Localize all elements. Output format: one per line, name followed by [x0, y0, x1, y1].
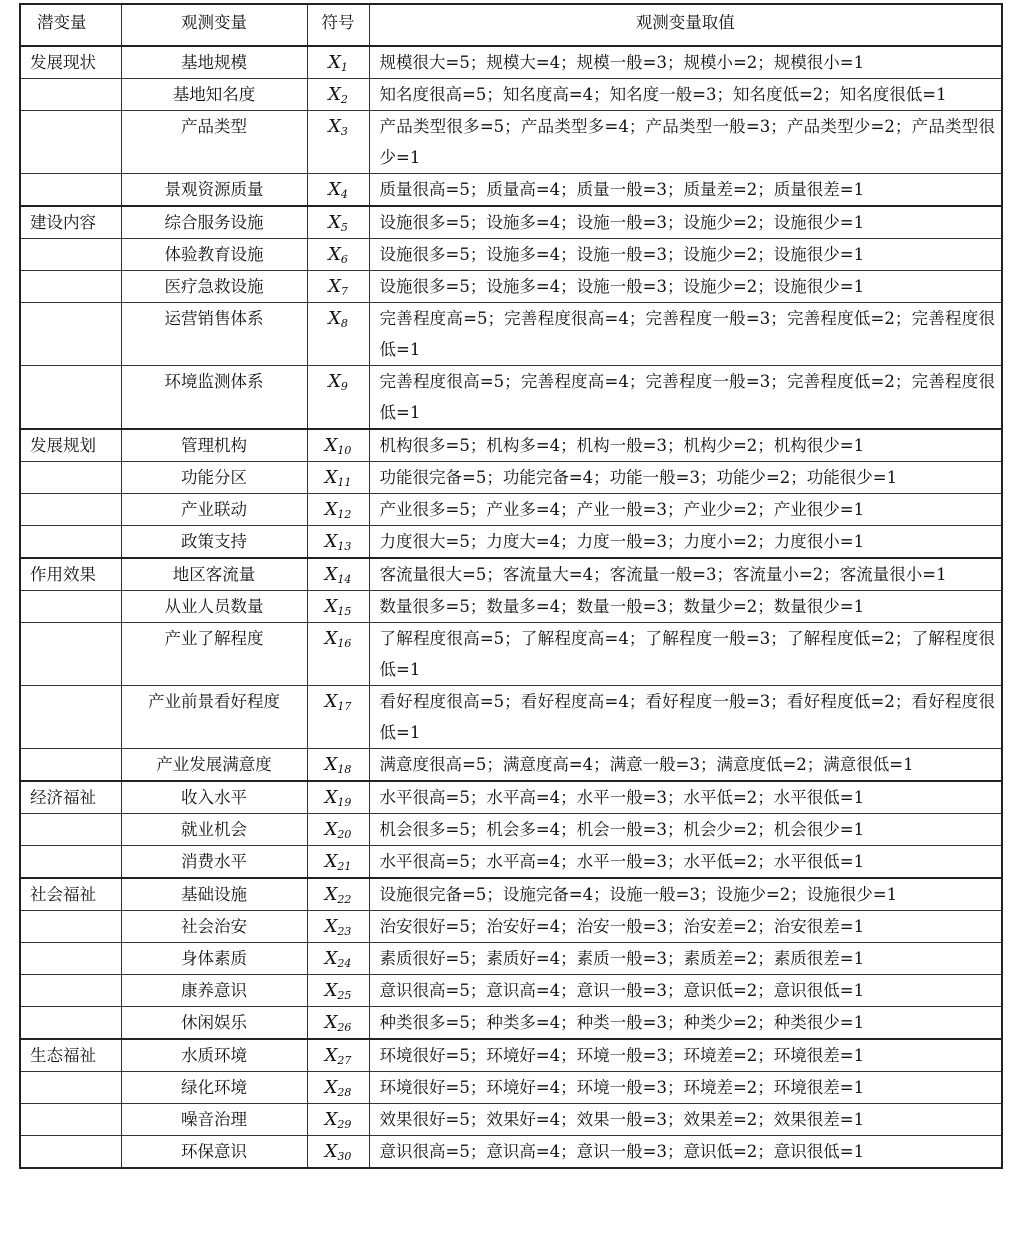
- symbol-subscript: 2: [340, 93, 348, 106]
- observed-variable-cell: 运营销售体系: [121, 303, 307, 366]
- symbol-letter: X: [324, 628, 338, 649]
- symbol-cell: [307, 781, 369, 814]
- symbol-letter: X: [324, 1045, 338, 1066]
- symbol-subscript: 18: [337, 763, 352, 776]
- symbol-letter: X: [328, 371, 341, 392]
- table-row: [20, 814, 1002, 846]
- latent-variable-cell: 经济福祉: [20, 781, 121, 814]
- latent-variable-cell: [20, 526, 121, 559]
- latent-variable-cell: [20, 591, 121, 623]
- observed-variable-cell: 休闲娱乐: [121, 1007, 307, 1040]
- observed-variable-cell: 消费水平: [121, 846, 307, 879]
- table-row: [20, 1007, 1002, 1040]
- observed-variable-cell: 水质环境: [121, 1039, 307, 1072]
- symbol-cell: [307, 878, 369, 911]
- table-row: [20, 846, 1002, 879]
- latent-variable-cell: [20, 943, 121, 975]
- value-definition-cell: 了解程度很高=5；了解程度高=4；了解程度一般=3；了解程度低=2；了解程度很低=1: [369, 623, 1002, 686]
- value-definition-cell: 机构很多=5；机构多=4；机构一般=3；机构少=2；机构很少=1: [369, 429, 1002, 462]
- symbol-letter: X: [324, 948, 338, 969]
- symbol-letter: X: [324, 435, 338, 456]
- latent-variable-cell: [20, 846, 121, 879]
- observed-variable-cell: 噪音治理: [121, 1104, 307, 1136]
- value-definition-cell: 数量很多=5；数量多=4；数量一般=3；数量少=2；数量很少=1: [369, 591, 1002, 623]
- symbol-cell: [307, 943, 369, 975]
- table-row: [20, 271, 1002, 303]
- observed-variable-cell: 医疗急救设施: [121, 271, 307, 303]
- symbol-subscript: 1: [340, 61, 348, 74]
- value-definition-cell: 满意度很高=5；满意度高=4；满意一般=3；满意度低=2；满意很低=1: [369, 749, 1002, 782]
- latent-variable-cell: [20, 1136, 121, 1169]
- latent-variable-cell: [20, 111, 121, 174]
- symbol-cell: [307, 623, 369, 686]
- symbol-cell: [307, 1039, 369, 1072]
- observed-variable-cell: 政策支持: [121, 526, 307, 559]
- symbol-letter: X: [328, 276, 341, 297]
- symbol-subscript: 10: [337, 444, 352, 457]
- table-row: [20, 174, 1002, 207]
- table-body: [20, 46, 1002, 1168]
- table-row: [20, 975, 1002, 1007]
- latent-variable-cell: 生态福祉: [20, 1039, 121, 1072]
- latent-variable-cell: [20, 749, 121, 782]
- symbol-cell: [307, 526, 369, 559]
- value-definition-cell: 设施很多=5；设施多=4；设施一般=3；设施少=2；设施很少=1: [369, 206, 1002, 239]
- symbol-cell: [307, 1007, 369, 1040]
- symbol-cell: [307, 429, 369, 462]
- symbol-subscript: 30: [337, 1150, 352, 1163]
- value-definition-cell: 种类很多=5；种类多=4；种类一般=3；种类少=2；种类很少=1: [369, 1007, 1002, 1040]
- latent-variable-cell: [20, 174, 121, 207]
- symbol-letter: X: [324, 980, 338, 1001]
- symbol-cell: [307, 1136, 369, 1169]
- symbol-cell: [307, 303, 369, 366]
- symbol-letter: X: [324, 1077, 338, 1098]
- symbol-subscript: 13: [337, 540, 352, 553]
- symbol-subscript: 5: [340, 221, 348, 234]
- value-definition-cell: 设施很完备=5；设施完备=4；设施一般=3；设施少=2；设施很少=1: [369, 878, 1002, 911]
- symbol-letter: X: [324, 916, 338, 937]
- table-row: [20, 303, 1002, 366]
- observed-variable-cell: 环境监测体系: [121, 366, 307, 430]
- value-definition-cell: 质量很高=5；质量高=4；质量一般=3；质量差=2；质量很差=1: [369, 174, 1002, 207]
- header-observed: 观测变量: [121, 4, 307, 46]
- symbol-subscript: 9: [340, 380, 348, 393]
- symbol-letter: X: [324, 531, 338, 552]
- value-definition-cell: 完善程度高=5；完善程度很高=4；完善程度一般=3；完善程度低=2；完善程度很低=1: [369, 303, 1002, 366]
- table-row: [20, 462, 1002, 494]
- table-row: [20, 111, 1002, 174]
- observed-variable-cell: 功能分区: [121, 462, 307, 494]
- symbol-letter: X: [324, 819, 338, 840]
- observed-variable-cell: 基地知名度: [121, 79, 307, 111]
- symbol-letter: X: [328, 244, 341, 265]
- symbol-subscript: 21: [337, 860, 352, 873]
- table-row: [20, 494, 1002, 526]
- symbol-cell: [307, 1072, 369, 1104]
- value-definition-cell: 治安很好=5；治安好=4；治安一般=3；治安差=2；治安很差=1: [369, 911, 1002, 943]
- latent-variable-cell: 发展现状: [20, 46, 121, 79]
- symbol-letter: X: [328, 212, 341, 233]
- latent-variable-cell: [20, 814, 121, 846]
- symbol-subscript: 29: [337, 1118, 352, 1131]
- observed-variable-cell: 康养意识: [121, 975, 307, 1007]
- symbol-subscript: 15: [337, 605, 352, 618]
- symbol-letter: X: [328, 179, 341, 200]
- observed-variable-cell: 社会治安: [121, 911, 307, 943]
- symbol-cell: [307, 558, 369, 591]
- value-definition-cell: 机会很多=5；机会多=4；机会一般=3；机会少=2；机会很少=1: [369, 814, 1002, 846]
- table-row: [20, 686, 1002, 749]
- latent-variable-cell: [20, 975, 121, 1007]
- latent-variable-cell: [20, 1104, 121, 1136]
- latent-variable-cell: [20, 239, 121, 271]
- symbol-letter: X: [324, 884, 338, 905]
- value-definition-cell: 力度很大=5；力度大=4；力度一般=3；力度小=2；力度很小=1: [369, 526, 1002, 559]
- table-row: [20, 781, 1002, 814]
- observed-variable-cell: 管理机构: [121, 429, 307, 462]
- symbol-cell: [307, 46, 369, 79]
- value-definition-cell: 水平很高=5；水平高=4；水平一般=3；水平低=2；水平很低=1: [369, 846, 1002, 879]
- latent-variable-cell: [20, 462, 121, 494]
- symbol-subscript: 7: [340, 285, 348, 298]
- table-row: [20, 911, 1002, 943]
- value-definition-cell: 素质很好=5；素质好=4；素质一般=3；素质差=2；素质很差=1: [369, 943, 1002, 975]
- observed-variable-cell: 基地规模: [121, 46, 307, 79]
- value-definition-cell: 环境很好=5；环境好=4；环境一般=3；环境差=2；环境很差=1: [369, 1039, 1002, 1072]
- symbol-letter: X: [324, 1012, 338, 1033]
- value-definition-cell: 环境很好=5；环境好=4；环境一般=3；环境差=2；环境很差=1: [369, 1072, 1002, 1104]
- value-definition-cell: 知名度很高=5；知名度高=4；知名度一般=3；知名度低=2；知名度很低=1: [369, 79, 1002, 111]
- table-row: [20, 79, 1002, 111]
- symbol-letter: X: [324, 691, 338, 712]
- observed-variable-cell: 绿化环境: [121, 1072, 307, 1104]
- latent-variable-cell: [20, 494, 121, 526]
- table-row: [20, 1039, 1002, 1072]
- observed-variable-cell: 产业联动: [121, 494, 307, 526]
- value-definition-cell: 产品类型很多=5；产品类型多=4；产品类型一般=3；产品类型少=2；产品类型很少=1: [369, 111, 1002, 174]
- symbol-letter: X: [324, 467, 338, 488]
- observed-variable-cell: 产业前景看好程度: [121, 686, 307, 749]
- header-row: [20, 4, 1002, 46]
- symbol-subscript: 6: [340, 253, 348, 266]
- table-row: [20, 46, 1002, 79]
- value-definition-cell: 意识很高=5；意识高=4；意识一般=3；意识低=2；意识很低=1: [369, 975, 1002, 1007]
- symbol-letter: X: [328, 84, 341, 105]
- symbol-letter: X: [324, 851, 338, 872]
- value-definition-cell: 客流量很大=5；客流量大=4；客流量一般=3；客流量小=2；客流量很小=1: [369, 558, 1002, 591]
- observed-variable-cell: 景观资源质量: [121, 174, 307, 207]
- latent-variable-cell: 社会福祉: [20, 878, 121, 911]
- observed-variable-cell: 身体素质: [121, 943, 307, 975]
- symbol-cell: [307, 749, 369, 782]
- latent-variable-cell: 建设内容: [20, 206, 121, 239]
- symbol-letter: X: [324, 564, 338, 585]
- symbol-cell: [307, 911, 369, 943]
- table-row: [20, 366, 1002, 430]
- table-row: [20, 943, 1002, 975]
- latent-variable-cell: [20, 1072, 121, 1104]
- table-row: [20, 749, 1002, 782]
- latent-variable-cell: [20, 271, 121, 303]
- symbol-subscript: 20: [337, 828, 352, 841]
- symbol-subscript: 3: [340, 125, 348, 138]
- symbol-subscript: 26: [337, 1021, 352, 1034]
- symbol-subscript: 28: [337, 1086, 352, 1099]
- latent-variable-cell: [20, 686, 121, 749]
- symbol-letter: X: [324, 596, 338, 617]
- value-definition-cell: 产业很多=5；产业多=4；产业一般=3；产业少=2；产业很少=1: [369, 494, 1002, 526]
- observed-variable-cell: 基础设施: [121, 878, 307, 911]
- symbol-letter: X: [328, 52, 341, 73]
- variable-table: [19, 3, 1003, 1169]
- observed-variable-cell: 产业了解程度: [121, 623, 307, 686]
- symbol-cell: [307, 975, 369, 1007]
- observed-variable-cell: 从业人员数量: [121, 591, 307, 623]
- value-definition-cell: 功能很完备=5；功能完备=4；功能一般=3；功能少=2；功能很少=1: [369, 462, 1002, 494]
- observed-variable-cell: 地区客流量: [121, 558, 307, 591]
- symbol-cell: [307, 814, 369, 846]
- symbol-subscript: 8: [340, 317, 348, 330]
- observed-variable-cell: 体验教育设施: [121, 239, 307, 271]
- table-row: [20, 526, 1002, 559]
- value-definition-cell: 规模很大=5；规模大=4；规模一般=3；规模小=2；规模很小=1: [369, 46, 1002, 79]
- symbol-subscript: 11: [337, 476, 352, 489]
- header-symbol: 符号: [307, 4, 369, 46]
- symbol-cell: [307, 271, 369, 303]
- value-definition-cell: 设施很多=5；设施多=4；设施一般=3；设施少=2；设施很少=1: [369, 271, 1002, 303]
- table-row: [20, 878, 1002, 911]
- symbol-subscript: 24: [337, 957, 352, 970]
- symbol-cell: [307, 686, 369, 749]
- table-row: [20, 239, 1002, 271]
- table-row: [20, 1136, 1002, 1169]
- symbol-cell: [307, 366, 369, 430]
- symbol-cell: [307, 174, 369, 207]
- table-row: [20, 429, 1002, 462]
- symbol-cell: [307, 1104, 369, 1136]
- symbol-subscript: 19: [337, 796, 352, 809]
- table-row: [20, 591, 1002, 623]
- symbol-subscript: 4: [340, 188, 348, 201]
- latent-variable-cell: [20, 1007, 121, 1040]
- symbol-subscript: 16: [337, 637, 352, 650]
- symbol-letter: X: [328, 308, 341, 329]
- table-row: [20, 623, 1002, 686]
- symbol-subscript: 23: [337, 925, 352, 938]
- latent-variable-cell: 发展规划: [20, 429, 121, 462]
- symbol-cell: [307, 239, 369, 271]
- latent-variable-cell: [20, 303, 121, 366]
- latent-variable-cell: [20, 366, 121, 430]
- symbol-cell: [307, 591, 369, 623]
- symbol-letter: X: [324, 1109, 338, 1130]
- symbol-cell: [307, 79, 369, 111]
- observed-variable-cell: 收入水平: [121, 781, 307, 814]
- table-row: [20, 206, 1002, 239]
- symbol-subscript: 25: [337, 989, 352, 1002]
- observed-variable-cell: 就业机会: [121, 814, 307, 846]
- symbol-subscript: 14: [337, 573, 352, 586]
- symbol-subscript: 27: [337, 1054, 352, 1067]
- table-row: [20, 1104, 1002, 1136]
- value-definition-cell: 意识很高=5；意识高=4；意识一般=3；意识低=2；意识很低=1: [369, 1136, 1002, 1169]
- symbol-cell: [307, 494, 369, 526]
- symbol-cell: [307, 462, 369, 494]
- latent-variable-cell: [20, 911, 121, 943]
- value-definition-cell: 水平很高=5；水平高=4；水平一般=3；水平低=2；水平很低=1: [369, 781, 1002, 814]
- symbol-subscript: 12: [337, 508, 352, 521]
- latent-variable-cell: 作用效果: [20, 558, 121, 591]
- symbol-cell: [307, 846, 369, 879]
- header-latent: 潜变量: [20, 4, 121, 46]
- observed-variable-cell: 产业发展满意度: [121, 749, 307, 782]
- symbol-cell: [307, 111, 369, 174]
- table-row: [20, 558, 1002, 591]
- value-definition-cell: 效果很好=5；效果好=4；效果一般=3；效果差=2；效果很差=1: [369, 1104, 1002, 1136]
- latent-variable-cell: [20, 623, 121, 686]
- observed-variable-cell: 综合服务设施: [121, 206, 307, 239]
- symbol-letter: X: [324, 754, 338, 775]
- observed-variable-cell: 环保意识: [121, 1136, 307, 1169]
- latent-variable-cell: [20, 79, 121, 111]
- symbol-letter: X: [324, 1141, 338, 1162]
- symbol-subscript: 22: [337, 893, 352, 906]
- symbol-letter: X: [324, 787, 338, 808]
- header-values: 观测变量取值: [369, 4, 1002, 46]
- symbol-letter: X: [324, 499, 338, 520]
- symbol-cell: [307, 206, 369, 239]
- symbol-subscript: 17: [337, 700, 352, 713]
- value-definition-cell: 看好程度很高=5；看好程度高=4；看好程度一般=3；看好程度低=2；看好程度很低=1: [369, 686, 1002, 749]
- symbol-letter: X: [328, 116, 341, 137]
- value-definition-cell: 设施很多=5；设施多=4；设施一般=3；设施少=2；设施很少=1: [369, 239, 1002, 271]
- table-row: [20, 1072, 1002, 1104]
- observed-variable-cell: 产品类型: [121, 111, 307, 174]
- value-definition-cell: 完善程度很高=5；完善程度高=4；完善程度一般=3；完善程度低=2；完善程度很低=1: [369, 366, 1002, 430]
